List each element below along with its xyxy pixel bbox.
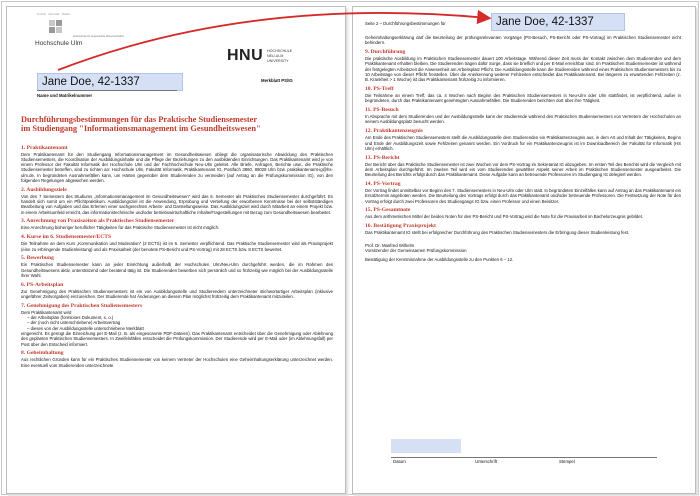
list-item: – der Arbeitsplan (formloses Dokument, s. o.) [27, 315, 333, 320]
hnu-logo-main: HNU [227, 47, 264, 64]
list-item: – der (noch nicht unterschriebene) Arbeitsvertrag [27, 320, 333, 325]
signature-role: Vorsitzender der Gemeinsamen Prüfungskommission [365, 247, 467, 253]
name-matrikel-field[interactable]: Jane Doe, 42-1337 [37, 73, 183, 91]
section-heading: 5. Bewerbung [21, 255, 54, 262]
section-heading: 12. Praktikantenzeugnis [365, 128, 423, 135]
section-text: In Absprache mit dem Studierenden und der Ausbildungsstelle kann der Studierende während des Praktischen Studiensemesters von Vertretern der Hochschulen an seinem Ausbildungsplatz besucht werden. [365, 114, 681, 125]
document-page-2 [352, 6, 696, 494]
signature-name: Prof. Dr. Manfred Wilhelm [365, 242, 415, 248]
section-text: Eine Anrechnung bisheriger beruflicher Tätigkeiten für das Praktische Studiensemester ist nicht möglich. [21, 225, 220, 231]
title-line-1: Durchführungsbestimmungen für das Praktische Studiensemester [21, 115, 258, 124]
hs-ulm-logo-text: Hochschule Ulm [35, 40, 83, 47]
hnu-logo-sub2: NEU-ULM [267, 54, 284, 58]
page1-body [21, 141, 333, 368]
section-heading: 14. PS-Vortrag [365, 181, 401, 188]
section-text: Am Ende des Praktischen Studiensemesters stellt die Ausbildungsstelle dem Studierenden ein Praktikantenzeugnis aus, in dem Art und Inhalt der Tätigkeiten, Beginn und Ende der Ausbildungszeit sowie Fehlzeiten genannt werden. Ein Vordruck für ein Praktikantenzeugnis ist im Downloadbereich der Fakultät für Informatik (HS Ulm) erhältlich. [365, 135, 681, 151]
hnu-logo-sub3: UNIVERSITY [267, 59, 289, 63]
section-heading: 7. Genehmigung des Praktischen Studiensemesters [21, 302, 143, 309]
section-heading: 2. Ausbildungsziele [21, 186, 67, 193]
section-text: Die praktische Ausbildung im Praktischen Studiensemester dauert 100 Arbeitstage. Während dieser Zeit muss der Kontakt zwischen dem Studierenden und dem Praktikantenamt erhalten bleiben. Die Studierenden tragen dafür Sorge, dass sie brieflich und per E-Mail erreichbar sind. Im Praktischen Studiensemester ist während der festgelegten Arbeitszeit die Anwesenheit am Arbeitsplatz Pflicht. Die Ausbildungsstelle kann die Studierenden während eines Praktischen Studiensemesters bis zu 10 Arbeitstage von dieser Pflicht freistellen. Über die Anerkennung weiterer Fehlzeiten entscheidet das Praktikantenamt. Bei längeren zu erwartenden Fehlzeiten (z. B. Krankheit > 1 Woche) ist das Praktikantenamt frühzeitig zu informieren. [365, 56, 682, 83]
section-text: Aus dem arithmetischen Mittel der beiden Noten für den PS-Bericht und PS-Vortrag wird die Note für die Praxisarbeit im Bachelorzeugnis gebildet. [365, 214, 644, 220]
section-text: Die Teilnahme an dem Kurs „Kommunikation und Moderation" (2 ECTS) ist im 6. Semester verpflichtend. Das Praktische Studiensemester wird als Praxisprojekt (eine zu erbringende Studienleistung) und als Praxisarbeit (der benotete PS-Bericht und PS-Vortrag) mit 28 ECTS bzw. 8 ECTS bewertet. [21, 241, 333, 252]
section-heading: 6. PS-Arbeitsplan [21, 281, 64, 288]
confirmation-text: Bestätigung der Kenntnisnahme der Ausbildungsstelle zu den Punkten 6 – 12. [365, 257, 514, 263]
section-heading: 10. PS-Treff [365, 86, 394, 93]
submission-list [21, 315, 333, 331]
section-text: Die Teilnahme an einem Treff, das ca. 4 Wochen nach Beginn des Praktischen Studiensemesters in Neu-Ulm oder Ulm stattfindet, ist verpflichtend, außer in begründeten, durch das Praktikantenamt genehmigten Ausnahmefällen. Die Studierenden berichten dort über ihre Tätigkeit. [365, 93, 681, 104]
name-underline [37, 90, 177, 91]
name-matrikel-field-page2[interactable]: Jane Doe, 42-1337 [491, 13, 625, 31]
section-heading: 16. Bestätigung Praxisprojekt [365, 223, 436, 230]
section-text: Aus rechtlichen Gründen kann für ein Praktisches Studiensemester von keinem Vertreter der Hochschulen eine Geheimhaltungserklärung unterzeichnet werden. Eine eventuell vom Studierenden unterzeichnete [21, 357, 333, 368]
section-text: eingereicht. Es genügt die Einreichung per E-Mail (z. B. als eingescannte PDF-Dateien). Das Praktikantenamt entscheidet über die Genehmigung oder Ablehnung des geplanten Praktischen Studiensemesters. In Zweifelsfällen entscheidet die Prüfungskommission. Der Studierende wird per E-Mail oder (im Ablehnungsfall) per Post über den Entscheid informiert. [21, 331, 333, 347]
section-heading: 1. Praktikantenamt [21, 144, 68, 151]
stamp-label: Stempel [559, 459, 575, 464]
section-heading: 8. Geheimhaltung [21, 350, 64, 357]
list-item: – dieses von der Ausbildungsstelle unterschriebene Merkblatt [27, 326, 333, 331]
section-text: Das Praktikantenamt IG stellt bei erfolgreicher Durchführung des Praktischen Studiensemesters die Erbringung dieser Studienleistung fest. [365, 230, 630, 236]
hs-ulm-logo-small: Technik · Informatik · Medien [37, 13, 71, 16]
document-title [21, 115, 333, 134]
hnu-logo [227, 47, 337, 67]
title-line-2: im Studiengang "Informationsmanagement im Gesundheitswesen" [21, 124, 261, 134]
signature-label: Unterschrift [475, 459, 497, 464]
section-heading: 9. Durchführung [365, 49, 406, 56]
hnu-logo-sub1: HOCHSCHULE [267, 49, 293, 53]
hs-ulm-logo [35, 17, 95, 51]
merkblatt-label: Merkblatt PS/IG [261, 78, 293, 83]
section-text: Dem Praktikantenamt wird [21, 309, 72, 315]
section-heading: 15. PS-Gesamtnote [365, 207, 411, 214]
document-page-1 [6, 6, 346, 494]
section-heading: 13. PS-Bericht [365, 154, 400, 161]
hs-ulm-logo-side: Hochschule für angewandte Wissenschaften [73, 35, 125, 38]
section-text: Der Vortrag findet unmittelbar vor Beginn des 7. Studiensemesters in Neu-Ulm oder Ulm statt. In begründeten Einzelfällen kann auf Antrag an das Praktikantenamt ein Ersatztermin angeboten werden. Die Beurteilung des Vortrags erfolgt durch das Praktikantenamt und/oder betreuende Professoren. Die Festsetzung der Note für den Vortrag erfolgt durch zwei Professoren des Studiengangs IG bzw. einen Professor und einen Beisitzer. [365, 188, 681, 204]
signature-line [391, 457, 657, 458]
name-field-label: Name und Matrikelnummer [37, 93, 93, 98]
section-text: Ein Praktisches Studiensemester kann an jeder Einrichtung außerhalb der Hochschulen Ulm/Neu-Ulm durchgeführt werden, die im Rahmen des Gesundheitswesens aktiv, unterstützend oder beratend tätig ist. Die Studierenden bewerben sich persönlich und so frühzeitig wie möglich bei der Ausbildungsstelle ihrer Wahl. [21, 262, 333, 278]
section-heading: 4. Kurse im 6. Studiensemester/ECTS [21, 234, 112, 241]
section-heading: 3. Anrechnung von Praxiszeiten als Praktisches Studiensemester [21, 218, 175, 225]
date-signature-field[interactable] [391, 439, 461, 453]
section-text: Dem Praktikantenamt für den Studiengang Informationsmanagement im Gesundheitswesen obliegt die organisatorische Abwicklung des Praktischen Studiensemesters, die Koordination der Ausbildungsinhalte und die Pflege der Beziehungen zu den ausbildenden Einrichtungen. Das Praktikantenamt wird je von einem Professor der Fakultät Informatik der Hochschule Ulm und der Fachhochschule Neu-Ulm geleitet. Alle Briefe, Anfragen, Berichte usw., die Praktische Studiensemester betreffen, sind zu richten an: Hochschule Ulm, Fakultät Informatik, Praktikantenamt IG, Postfach 3860, 89028 Ulm bzw. praktikantenamt-ig@hs-ulm.de. In begründeten Ausnahmefällen kann, um Härten gegenüber dem Studierenden zu vermeiden (auf Antrag an die Prüfungskommission IG), von den folgenden Regelungen abgewichen werden. [21, 151, 333, 183]
section-text: Zur Genehmigung des Praktischen Studiensemesters ist ein von Ausbildungsstelle und Studierendem unterzeichneter stichwortartiger Arbeitsplan (inklusive ungefährer Zeitvorgaben) einzureichen. Der Studierende hat Änderungen an diesem Plan möglichst frühzeitig dem Praktikantenamt mitzuteilen. [21, 288, 333, 300]
page2-header: Seite 2 – Durchführungsbestimmungen für [365, 21, 446, 26]
page2-body [365, 35, 681, 262]
section-text: Der Bericht über das Praktische Studiensemester ist zwei Wochen vor dem PS-Vortrag im Sekretariat IG abzugeben. Im ersten Teil des Berichts wird die Vergleich mit dem Arbeitsplan durchgeführt. Im zweiten Teil wird ein vom Studierenden gewählter Aspekt seiner Arbeit im Praktischen Studiensemester ausgearbeitet. Die Beurteilung des Berichts erfolgt durch das Praktikantenamt. Diese Aufgabe kann an betreuende Professoren im Studiengang IG delegiert werden. [365, 161, 681, 178]
section-text: Geheimhaltungserklärung darf die Beurteilung der prüfungsrelevanten Vorgänge (PS-Besuch, PS-Bericht oder PS-Vortrag) im Praktischen Studiensemester nicht behindern. [365, 35, 681, 46]
date-label: Datum [393, 459, 406, 464]
hs-ulm-logo-icon [35, 17, 95, 37]
section-text: Von den 7 Semestern des Studiums „Informationsmanagement im Gesundheitswesen" wird das 6. Semester als Praktisches Studiensemester durchgeführt. Es handelt sich somit um ein Pflichtpraktikum. Ausbildungsziel ist die Anwendung, Erprobung und Vertiefung der erworbenen Kenntnisse bei der selbstständigen Bearbeitung von Aufgaben und das Erlernen einer sachgerechten Arbeits- und Darstellungsweise. Das Ausbildungsziel wird durch Mitarbeit an einem Projekt bzw. in einem Arbeitsumfeld erreicht, das informationstechnische und/oder betriebswirtschaftliche Inhalte/Fragestellungen mit Bezug zum Gesundheitswesen bearbeitet. [21, 193, 333, 215]
section-heading: 11. PS-Besuch [365, 107, 399, 114]
